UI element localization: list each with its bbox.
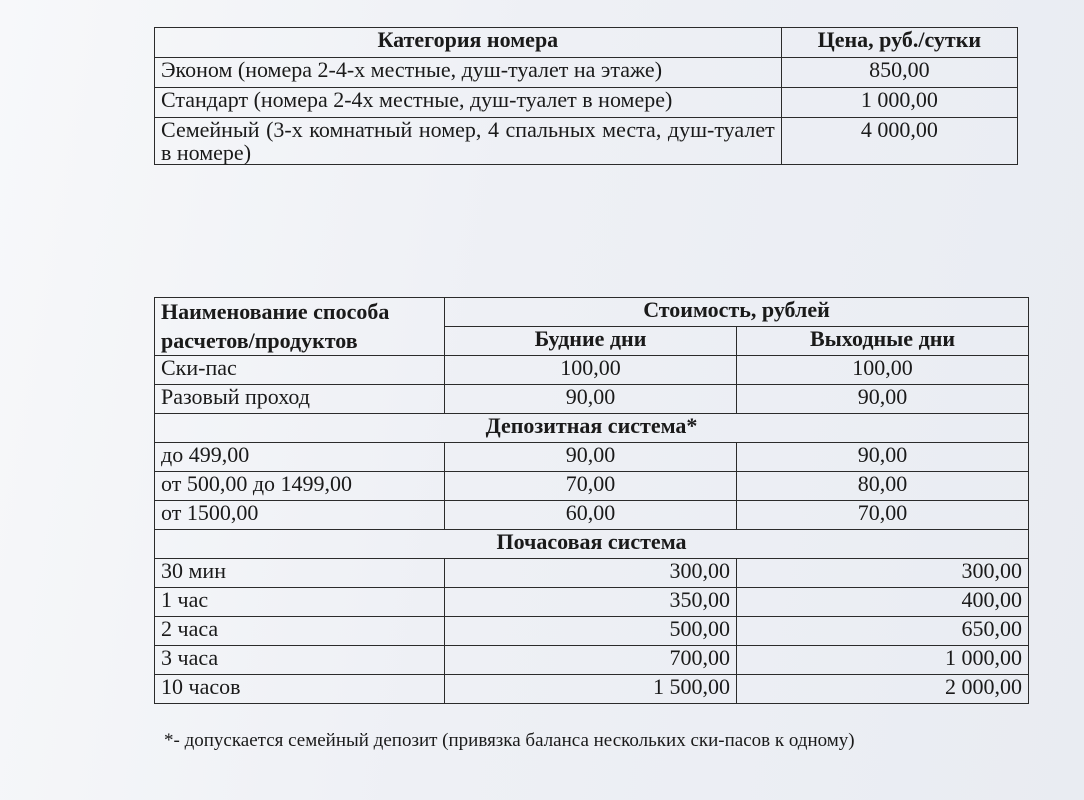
room-price-cell: 1 000,00 [781, 88, 1017, 118]
weekdays-price-cell: 500,00 [444, 617, 736, 646]
deposit-section-title: Депозитная система* [155, 414, 1029, 443]
table-header-row [155, 298, 1029, 327]
product-name-cell: 10 часов [155, 675, 445, 704]
weekdays-header: Будние дни [444, 327, 736, 356]
weekdays-price-cell: 300,00 [444, 559, 736, 588]
weekends-price-cell: 650,00 [736, 617, 1028, 646]
weekends-header: Выходные дни [736, 327, 1028, 356]
product-name-cell: 3 часа [155, 646, 445, 675]
room-category-header: Категория номера [155, 28, 782, 58]
table-row [155, 443, 1029, 472]
product-name-cell: до 499,00 [155, 443, 445, 472]
weekdays-price-cell: 90,00 [444, 443, 736, 472]
table-row [155, 588, 1029, 617]
product-name-cell: от 1500,00 [155, 501, 445, 530]
table-row [155, 88, 1018, 118]
table-row [155, 118, 1018, 165]
weekdays-price-cell: 90,00 [444, 385, 736, 414]
table-header-row [155, 28, 1018, 58]
table-row [155, 646, 1029, 675]
room-category-cell: Эконом (номера 2-4-х местные, душ-туалет на этаже) [155, 58, 782, 88]
product-name-cell: 30 мин [155, 559, 445, 588]
weekends-price-cell: 2 000,00 [736, 675, 1028, 704]
hourly-section-title: Почасовая система [155, 530, 1029, 559]
weekends-price-cell: 80,00 [736, 472, 1028, 501]
weekends-price-cell: 1 000,00 [736, 646, 1028, 675]
product-name-cell: 2 часа [155, 617, 445, 646]
product-name-cell: от 500,00 до 1499,00 [155, 472, 445, 501]
footnote: *- допускается семейный депозит (привязка баланса нескольких ски-пасов к одному) [164, 730, 855, 751]
table-row [155, 501, 1029, 530]
table-row [155, 356, 1029, 385]
weekdays-price-cell: 100,00 [444, 356, 736, 385]
weekends-price-cell: 300,00 [736, 559, 1028, 588]
table-row [155, 675, 1029, 704]
ski-prices-table [154, 297, 1029, 704]
weekdays-price-cell: 350,00 [444, 588, 736, 617]
room-price-header: Цена, руб./сутки [781, 28, 1017, 58]
table-row [155, 559, 1029, 588]
weekends-price-cell: 90,00 [736, 385, 1028, 414]
table-row [155, 617, 1029, 646]
room-prices-table [154, 27, 1018, 165]
room-category-cell: Семейный (3-х комнатный номер, 4 спальных места, душ-туалет в номере) [155, 118, 782, 165]
product-name-cell: 1 час [155, 588, 445, 617]
weekdays-price-cell: 60,00 [444, 501, 736, 530]
room-price-cell: 4 000,00 [781, 118, 1017, 165]
product-name-header: Наименование способа расчетов/продуктов [155, 298, 445, 356]
table-row [155, 385, 1029, 414]
weekends-price-cell: 400,00 [736, 588, 1028, 617]
weekends-price-cell: 90,00 [736, 443, 1028, 472]
table-row [155, 58, 1018, 88]
weekdays-price-cell: 1 500,00 [444, 675, 736, 704]
product-name-cell: Ски-пас [155, 356, 445, 385]
section-row [155, 530, 1029, 559]
section-row [155, 414, 1029, 443]
weekends-price-cell: 100,00 [736, 356, 1028, 385]
weekdays-price-cell: 700,00 [444, 646, 736, 675]
cost-header: Стоимость, рублей [444, 298, 1028, 327]
room-price-cell: 850,00 [781, 58, 1017, 88]
weekends-price-cell: 70,00 [736, 501, 1028, 530]
room-category-cell: Стандарт (номера 2-4х местные, душ-туалет в номере) [155, 88, 782, 118]
table-row [155, 472, 1029, 501]
product-name-cell: Разовый проход [155, 385, 445, 414]
weekdays-price-cell: 70,00 [444, 472, 736, 501]
